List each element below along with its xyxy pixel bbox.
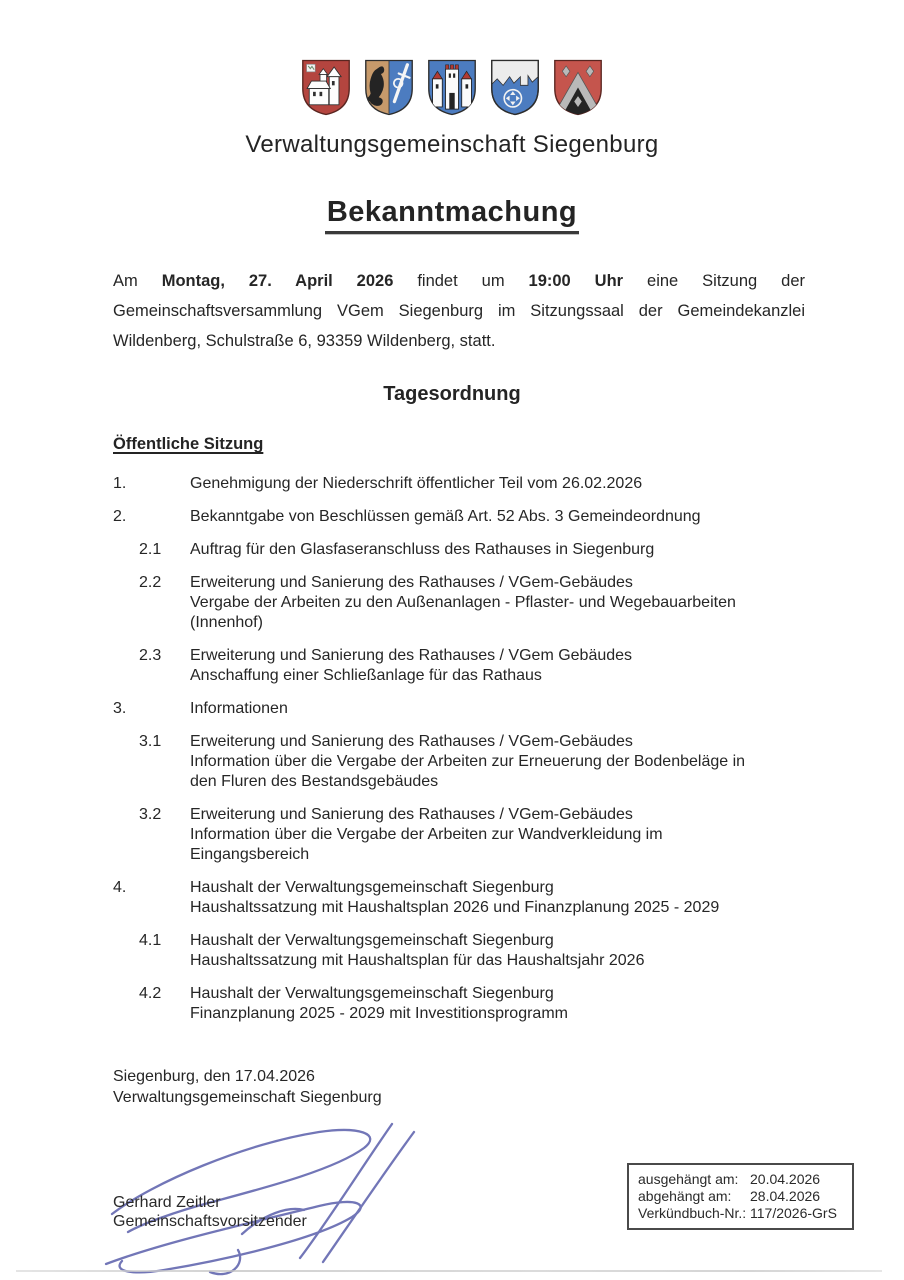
agenda-item-number: 3. — [113, 700, 127, 717]
session-heading: Öffentliche Sitzung — [113, 435, 264, 453]
agenda-item — [113, 984, 813, 1024]
notice-value: 28.04.2026 — [750, 1188, 821, 1204]
agenda-item-text: Erweiterung und Sanierung des Rathauses / VGem-Gebäudes Information über die Vergabe der Arbeiten zur Erneuerung der Bodenbeläge in den Fluren des Bestandsgebäudes — [190, 733, 746, 790]
agenda-item-text: Informationen — [190, 700, 288, 717]
agenda-item — [113, 540, 813, 560]
agenda-item-number: 2. — [113, 508, 127, 525]
agenda-item-number: 3.1 — [139, 733, 162, 750]
notice-label: ausgehängt am: — [638, 1171, 739, 1187]
notice-row — [638, 1205, 845, 1222]
agenda-item-text: Haushalt der Verwaltungsgemeinschaft Siegenburg Haushaltssatzung mit Haushaltsplan für das Haushaltsjahr 2026 — [190, 932, 645, 969]
agenda-item-number: 4. — [113, 879, 127, 896]
agenda-item-number: 2.1 — [139, 541, 162, 558]
agenda-item-number: 2.2 — [139, 574, 162, 591]
agenda-item-text: Auftrag für den Glasfaseranschluss des Rathauses in Siegenburg — [190, 541, 655, 558]
org-title: Verwaltungsgemeinschaft Siegenburg — [245, 131, 659, 158]
closing-place-date: Siegenburg, den 17.04.2026 — [113, 1068, 315, 1085]
intro-line-1: Am Montag, 27. April 2026 findet um 19:00 Uhr eine Sitzung der — [113, 272, 805, 290]
signer-name: Gerhard Zeitler — [113, 1194, 221, 1211]
notice-row — [638, 1171, 845, 1188]
agenda-item — [113, 474, 813, 494]
agenda-item-number: 4.1 — [139, 932, 162, 949]
signer-block — [113, 1193, 307, 1231]
signer-role: Gemeinschaftsvorsitzender — [113, 1213, 307, 1230]
intro-line-2: Gemeinschaftsversammlung VGem Siegenburg im Sitzungssaal der Gemeindekanzlei — [113, 302, 805, 320]
agenda-item — [113, 878, 813, 918]
crest-lion-and-sword-icon — [362, 57, 416, 118]
closing-org: Verwaltungsgemeinschaft Siegenburg — [113, 1089, 382, 1106]
notice-label: Verkündbuch-Nr.: — [638, 1205, 747, 1221]
agenda-item — [113, 931, 813, 971]
doc-title-wrap — [0, 196, 904, 234]
scan-artifact-line — [16, 1270, 882, 1272]
posting-notice-box — [627, 1163, 854, 1230]
intro-line-3: Wildenberg, Schulstraße 6, 93359 Wildenberg, statt. — [113, 332, 496, 350]
notice-label: abgehängt am: — [638, 1188, 732, 1204]
agenda-item-number: 1. — [113, 475, 127, 492]
agenda-item-text: Genehmigung der Niederschrift öffentlicher Teil vom 26.02.2026 — [190, 475, 643, 492]
notice-value: 20.04.2026 — [750, 1171, 821, 1187]
agenda-item-text: Erweiterung und Sanierung des Rathauses / VGem Gebäudes Anschaffung einer Schließanlage für das Rathaus — [190, 647, 633, 684]
agenda-item-text: Erweiterung und Sanierung des Rathauses / VGem-Gebäudes Information über die Vergabe der Arbeiten zur Wandverkleidung im Eingangsbereich — [190, 806, 663, 863]
intro-paragraph — [113, 266, 805, 356]
notice-value: 117/2026-GrS — [750, 1205, 837, 1221]
agenda-item-text: Haushalt der Verwaltungsgemeinschaft Siegenburg Haushaltssatzung mit Haushaltsplan 2026 und Finanzplanung 2025 - 2029 — [190, 879, 720, 916]
crest-red-church-icon — [299, 57, 353, 118]
agenda-items — [113, 474, 813, 1037]
agenda-item — [113, 646, 813, 686]
crest-row — [0, 57, 904, 118]
agenda-item — [113, 699, 813, 719]
agenda-item — [113, 507, 813, 527]
agenda-item-text: Bekanntgabe von Beschlüssen gemäß Art. 52 Abs. 3 Gemeindeordnung — [190, 508, 701, 525]
agenda-item-text: Haushalt der Verwaltungsgemeinschaft Siegenburg Finanzplanung 2025 - 2029 mit Investitionsprogramm — [190, 985, 568, 1022]
agenda-item — [113, 805, 813, 865]
crest-blue-castle-icon — [425, 57, 479, 118]
notice-row — [638, 1188, 845, 1205]
agenda-item — [113, 732, 813, 792]
agenda-item-text: Erweiterung und Sanierung des Rathauses / VGem-Gebäudes Vergabe der Arbeiten zu den Außenanlagen - Pflaster- und Wegebauarbeiten (Innenhof) — [190, 574, 736, 631]
crest-red-chevron-icon — [551, 57, 605, 118]
agenda-item — [113, 573, 813, 633]
doc-title: Bekanntmachung — [325, 196, 579, 234]
agenda-title: Tagesordnung — [383, 383, 521, 405]
agenda-item-number: 4.2 — [139, 985, 162, 1002]
agenda-item-number: 2.3 — [139, 647, 162, 664]
closing-block — [113, 1066, 382, 1108]
agenda-item-number: 3.2 — [139, 806, 162, 823]
crest-embattled-silver-blue-icon — [488, 57, 542, 118]
